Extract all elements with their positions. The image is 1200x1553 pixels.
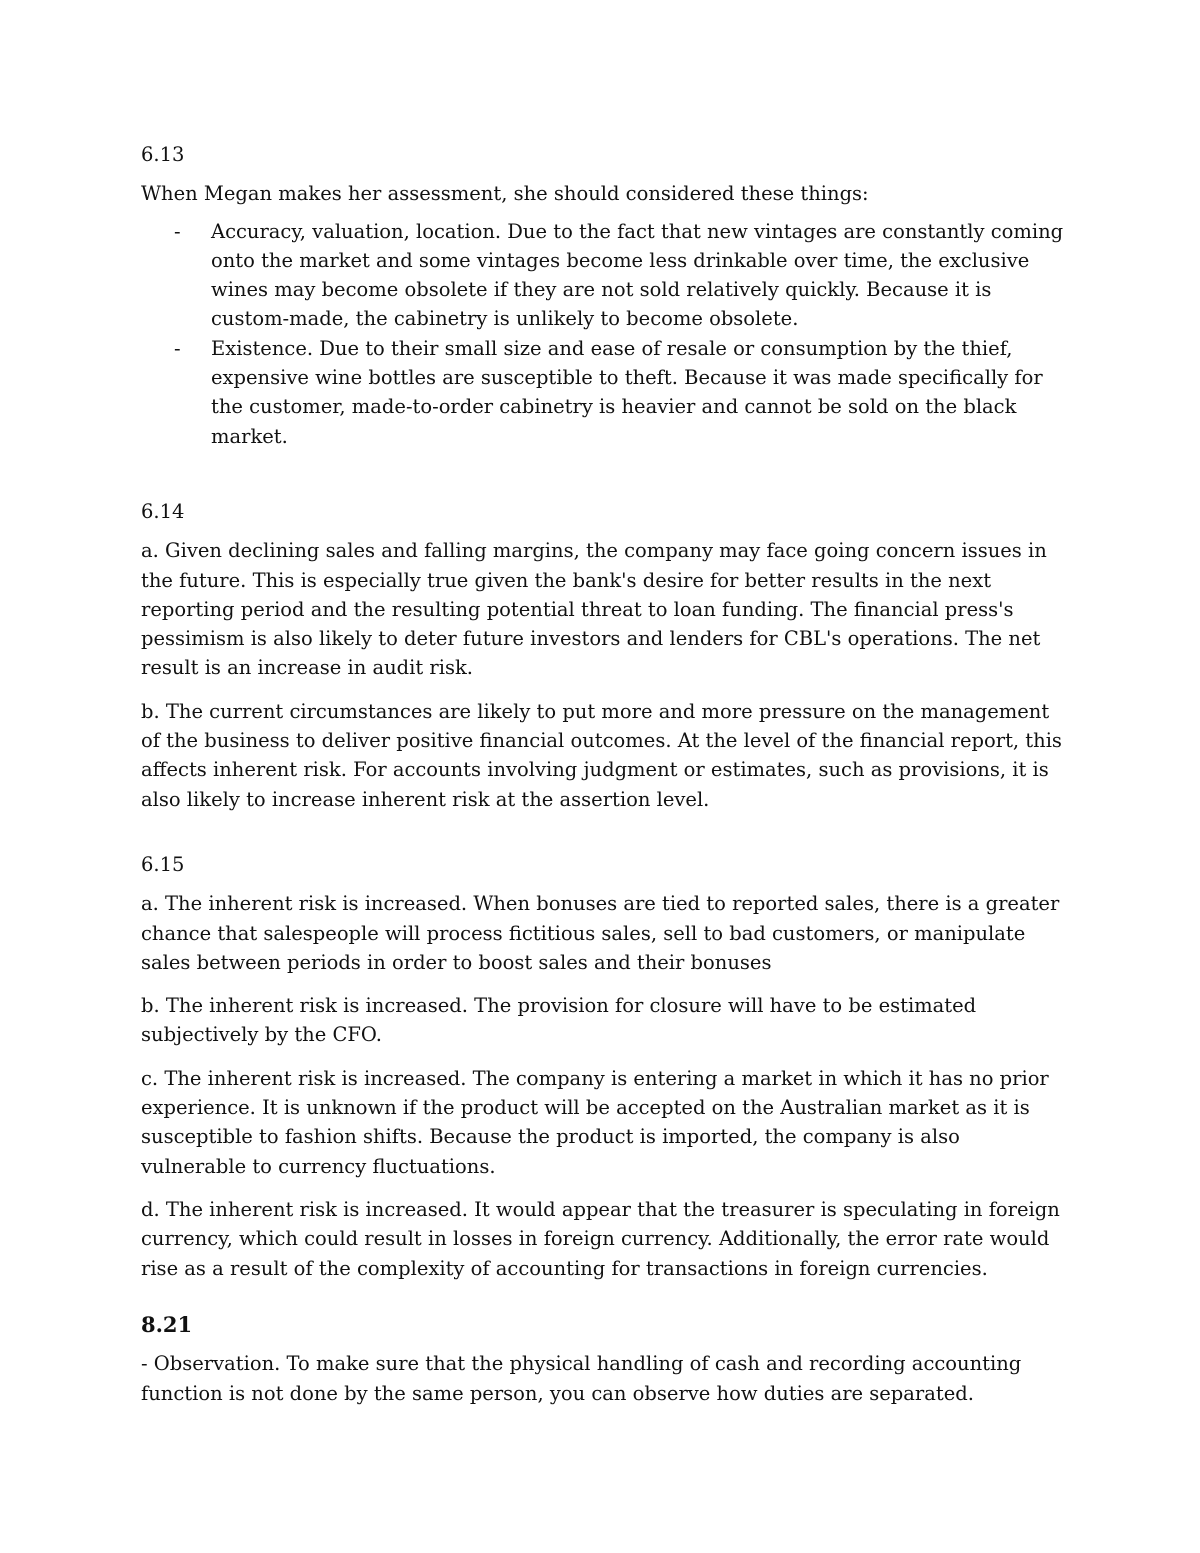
section-intro: When Megan makes her assessment, she should considered these things: [141,182,869,206]
paragraph: a. The inherent risk is increased. When bonuses are tied to reported sales, there is a greater chance that salespeople will process fictitious sales, sell to bad customers, or manipulate sales between periods in order to boost sales and their bonuses [141,892,1060,974]
paragraph: b. The current circumstances are likely to put more and more pressure on the management of the business to deliver positive financial outcomes. At the level of the financial report, this affects inherent risk. For accounts involving judgment or estimates, such as provisions, it is also likely to increase inherent risk at the assertion level. [141,699,1062,811]
list-item-text: Existence. Due to their small size and ease of resale or consumption by the thief, expensive wine bottles are susceptible to theft. Because it was made specifically for the customer, made-to-order cabinetry is heavier and cannot be sold on the black market. [211,336,1043,448]
paragraph: b. The inherent risk is increased. The provision for closure will have to be estimated subjectively by the CFO. [141,994,977,1047]
section-heading: 6.14 [141,500,185,523]
section-8-21 [141,1310,1071,1422]
paragraph: d. The inherent risk is increased. It would appear that the treasurer is speculating in foreign currency, which could result in losses in foreign currency. Additionally, the error rate would rise as a result of the complexity of accounting for transactions in foreign currencies. [141,1197,1060,1280]
paragraph: a. Given declining sales and falling margins, the company may face going concern issues in the future. This is especially true given the bank's desire for better results in the next reporting period and the resulting potential threat to loan funding. The financial press's pessimism is also likely to deter future investors and lenders for CBL's operations. The net result is an increase in audit risk. [141,539,1047,680]
section-heading: 8.21 [141,1312,193,1337]
dash-marker: - [174,219,181,243]
section-heading: 6.13 [141,143,185,166]
section-6-13 [141,140,1071,451]
paragraph: - Observation. To make sure that the physical handling of cash and recording accounting function is not done by the same person, you can observe how duties are separated. [141,1352,1022,1405]
list-item [141,217,1071,334]
list-item-text: Accuracy, valuation, location. Due to the fact that new vintages are constantly coming onto the market and some vintages become less drinkable over time, the exclusive wines may become obsolete if they are not sold relatively quickly. Because it is custom-made, the cabinetry is unlikely to become obsolete. [211,219,1064,331]
section-6-15 [141,850,1071,1297]
paragraph: c. The inherent risk is increased. The company is entering a market in which it has no prior experience. It is unknown if the product will be accepted on the Australian market as it is susceptible to fashion shifts. Because the product is imported, the company is also vulnerable to currency fluctuations. [141,1066,1049,1178]
list-item [141,334,1071,451]
section-heading: 6.15 [141,853,185,876]
dash-marker: - [174,336,181,360]
bullet-list [141,217,1071,451]
section-6-14 [141,497,1071,828]
